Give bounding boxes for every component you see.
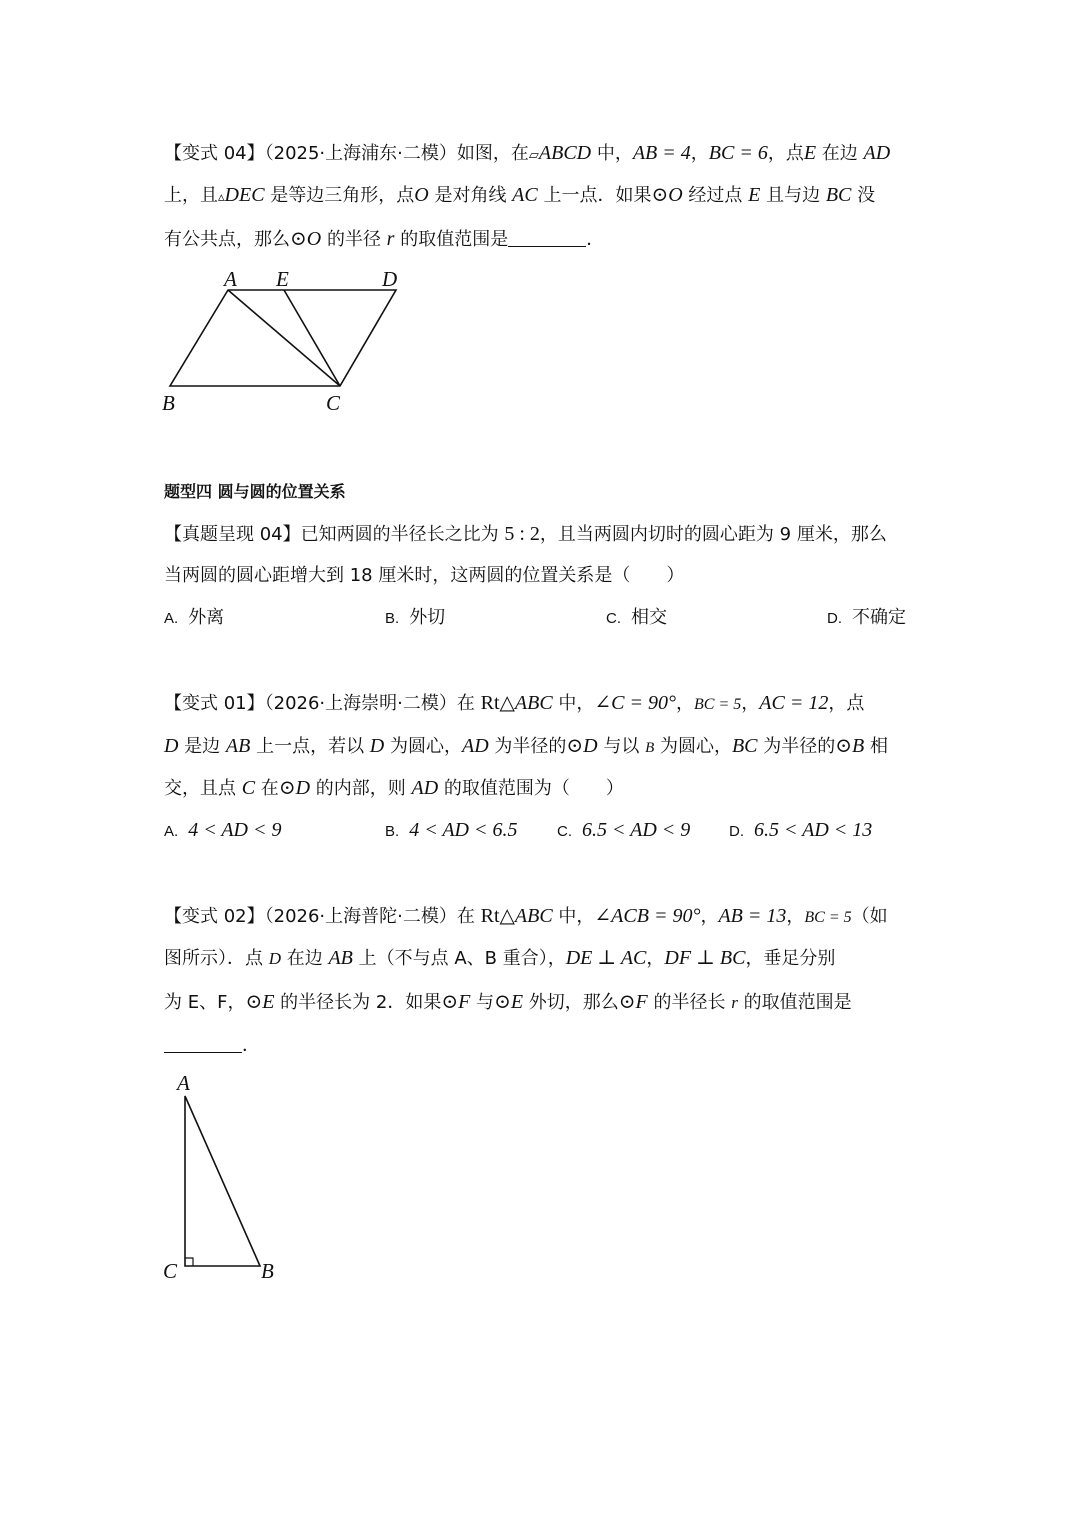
text: 的半径长 bbox=[647, 992, 732, 1013]
text: 当两圆的圆心距增大到 18 厘米时，这两圆的位置关系是（ ） bbox=[164, 565, 685, 586]
text: 外切，那么 bbox=[523, 992, 619, 1013]
text: 上（不与点 A、B 重合）， bbox=[352, 948, 566, 969]
circle-symbol: ⊙ bbox=[441, 991, 459, 1013]
option-label: B. bbox=[385, 823, 400, 840]
option-text: 4 < AD < 9 bbox=[188, 819, 282, 841]
text: 中， bbox=[552, 906, 595, 927]
text: 是等边三角形，点 bbox=[264, 185, 415, 206]
text: 为圆心， bbox=[654, 736, 732, 757]
section-heading: 题型四 圆与圆的位置关系 bbox=[164, 482, 346, 501]
option-label: A. bbox=[164, 610, 179, 627]
v02-line-4 bbox=[164, 1033, 260, 1059]
math-e: E bbox=[510, 991, 524, 1013]
text: 上，且 bbox=[164, 185, 218, 206]
math-bc: BC bbox=[825, 184, 852, 206]
label-a: A bbox=[224, 267, 237, 291]
math-angle: ∠C = 90° bbox=[594, 692, 677, 714]
label-c: C bbox=[163, 1259, 178, 1283]
text: （如 bbox=[851, 906, 888, 927]
v02-line-2 bbox=[164, 945, 835, 972]
math-e: E bbox=[748, 184, 761, 206]
math-d: D bbox=[583, 735, 598, 757]
text: 交，且点 bbox=[164, 778, 242, 799]
math-e: E bbox=[262, 991, 275, 1013]
math-ad: AD bbox=[461, 735, 489, 757]
text: ，点 bbox=[767, 143, 804, 164]
right-angle-mark bbox=[185, 1258, 193, 1266]
math-ac-eq: AC = 12 bbox=[759, 692, 829, 714]
math-d: D bbox=[369, 735, 385, 757]
option-text: 4 < AD < 6.5 bbox=[409, 819, 518, 841]
math-r: r bbox=[386, 228, 395, 250]
text: 有公共点，那么 bbox=[164, 229, 290, 250]
math-rt: Rt bbox=[480, 692, 500, 714]
text: 图所示）．点 bbox=[164, 948, 269, 969]
text: 相 bbox=[864, 736, 888, 757]
label-c: C bbox=[326, 391, 341, 415]
math-de-perp-ac: DE ⊥ AC bbox=[565, 947, 647, 969]
v01-option-d[interactable] bbox=[729, 817, 872, 845]
text: 为半径的 bbox=[488, 736, 567, 757]
math-o: O bbox=[414, 184, 429, 206]
label-b: B bbox=[162, 391, 175, 415]
v02-line-1 bbox=[164, 903, 888, 931]
option-label: C. bbox=[606, 610, 621, 627]
math-d: D bbox=[164, 735, 179, 757]
text: 中， bbox=[552, 693, 595, 714]
v04-line-3 bbox=[164, 226, 604, 253]
math-ratio: 5 : 2 bbox=[504, 523, 540, 545]
text: 与 bbox=[470, 992, 495, 1013]
circle-symbol: ⊙ bbox=[290, 228, 307, 250]
parallelogram-figure bbox=[160, 268, 400, 418]
math-e: E bbox=[803, 142, 817, 164]
text: 上一点．如果 bbox=[537, 185, 652, 206]
text: ， bbox=[676, 693, 695, 714]
diagonal-ac bbox=[228, 290, 340, 386]
math-f: F bbox=[635, 991, 648, 1013]
text: 经过点 bbox=[682, 185, 749, 206]
math-abc: ABC bbox=[514, 905, 553, 927]
text: 中， bbox=[591, 143, 633, 164]
math-ab-eq: AB = 4 bbox=[632, 142, 691, 164]
math-abcd: ABCD bbox=[538, 142, 592, 164]
math-r: r bbox=[731, 993, 738, 1012]
text: 【变式 02】（2026·上海普陀·二模）在 bbox=[164, 906, 481, 927]
math-c: C bbox=[241, 777, 256, 799]
text: 的取值范围为（ ） bbox=[438, 778, 624, 799]
text: ， bbox=[700, 906, 719, 927]
zt04-option-c[interactable] bbox=[606, 605, 667, 632]
circle-symbol: ⊙ bbox=[618, 991, 636, 1013]
math-ad: AD bbox=[411, 777, 439, 799]
text: ， bbox=[786, 906, 805, 927]
math-ab: AB bbox=[328, 947, 353, 969]
math-angle: ∠ACB = 90° bbox=[594, 905, 701, 927]
triangle-abc bbox=[185, 1096, 260, 1266]
math-b: B bbox=[852, 735, 865, 757]
zt04-line-1 bbox=[164, 521, 887, 548]
circle-symbol: ⊙ bbox=[835, 735, 853, 757]
math-d: D bbox=[268, 949, 282, 968]
option-label: A. bbox=[164, 823, 179, 840]
math-bc-eq: BC = 5 bbox=[804, 909, 852, 926]
text: ，且当两圆内切时的圆心距为 9 厘米，那么 bbox=[539, 524, 887, 545]
option-label: D. bbox=[827, 610, 842, 627]
option-text: 6.5 < AD < 13 bbox=[754, 819, 873, 841]
text: 【变式 01】（2026·上海崇明·二模）在 bbox=[164, 693, 481, 714]
math-df-perp-bc: DF ⊥ BC bbox=[664, 947, 746, 969]
triangle-symbol: △ bbox=[499, 692, 515, 714]
text: 的内部，则 bbox=[310, 778, 412, 799]
math-abc: ABC bbox=[514, 692, 553, 714]
label-e: E bbox=[276, 267, 289, 291]
math-o: O bbox=[668, 184, 683, 206]
math-ac: AC bbox=[512, 184, 538, 206]
text: 【变式 04】（2025·上海浦东·二模）如图，在 bbox=[164, 143, 529, 164]
text: 【真题呈现 04】已知两圆的半径长之比为 bbox=[164, 524, 505, 545]
triangle-symbol: △ bbox=[499, 905, 515, 927]
text: ． bbox=[242, 1035, 260, 1056]
option-text: 外离 bbox=[188, 607, 225, 628]
option-text: 6.5 < AD < 9 bbox=[582, 819, 691, 841]
v01-line-2 bbox=[164, 733, 888, 761]
circle-symbol: ⊙ bbox=[494, 991, 511, 1013]
math-d: D bbox=[295, 777, 311, 799]
text: ，点 bbox=[828, 693, 865, 714]
text: ， bbox=[690, 143, 709, 164]
option-label: D. bbox=[729, 823, 744, 840]
label-d: D bbox=[382, 267, 398, 291]
text: 为半径的 bbox=[757, 736, 836, 757]
circle-symbol: ⊙ bbox=[651, 184, 669, 206]
text: ， bbox=[646, 948, 665, 969]
text: ． bbox=[586, 229, 605, 250]
right-triangle-figure bbox=[160, 1068, 300, 1288]
text: 的取值范围是 bbox=[394, 229, 509, 250]
text: 与以 bbox=[597, 736, 646, 757]
v01-line-3 bbox=[164, 775, 624, 802]
math-ab-eq: AB = 13 bbox=[718, 905, 787, 927]
text: 没 bbox=[851, 185, 876, 206]
answer-blank bbox=[164, 1034, 242, 1053]
option-text: 不确定 bbox=[852, 607, 906, 628]
math-b: B bbox=[645, 740, 655, 756]
triangle-symbol: ▵ bbox=[218, 190, 225, 205]
math-bc-eq: BC = 5 bbox=[694, 696, 742, 713]
circle-symbol: ⊙ bbox=[245, 991, 263, 1013]
text: 在边 bbox=[281, 948, 329, 969]
circle-symbol: ⊙ bbox=[278, 777, 296, 799]
text: 的半径长为 2．如果 bbox=[274, 992, 442, 1013]
answer-blank bbox=[508, 228, 586, 247]
v01-option-c[interactable] bbox=[557, 817, 690, 845]
zt04-option-a[interactable] bbox=[164, 605, 224, 632]
math-bc: BC bbox=[731, 735, 758, 757]
text: 是对角线 bbox=[428, 185, 513, 206]
zt04-line-2 bbox=[164, 563, 684, 589]
v02-line-3 bbox=[164, 989, 852, 1016]
option-label: B. bbox=[385, 610, 400, 627]
text: 的半径 bbox=[321, 229, 387, 250]
math-rt: Rt bbox=[480, 905, 500, 927]
option-text: 外切 bbox=[409, 607, 446, 628]
math-ab: AB bbox=[225, 735, 251, 757]
option-text: 相交 bbox=[631, 607, 667, 628]
math-f: F bbox=[458, 991, 471, 1013]
v04-line-1 bbox=[164, 140, 890, 169]
text: 为 E、F， bbox=[164, 992, 246, 1013]
parallelogram-symbol: ▱ bbox=[528, 148, 539, 163]
v01-line-1 bbox=[164, 690, 864, 718]
label-b: B bbox=[261, 1259, 274, 1283]
text: 且与边 bbox=[760, 185, 826, 206]
text: 在边 bbox=[816, 143, 864, 164]
text: 上一点，若以 bbox=[250, 736, 370, 757]
v01-option-b[interactable] bbox=[385, 817, 517, 845]
option-label: C. bbox=[557, 823, 572, 840]
v04-line-2 bbox=[164, 182, 875, 211]
math-ad: AD bbox=[863, 142, 891, 164]
zt04-option-b[interactable] bbox=[385, 605, 445, 632]
math-bc-eq: BC = 6 bbox=[708, 142, 768, 164]
text: ，垂足分别 bbox=[745, 948, 836, 969]
zt04-option-d[interactable] bbox=[827, 605, 906, 632]
text: 的取值范围是 bbox=[737, 992, 852, 1013]
math-o: O bbox=[306, 228, 322, 250]
v01-option-a[interactable] bbox=[164, 817, 281, 845]
text: 是边 bbox=[178, 736, 226, 757]
circle-symbol: ⊙ bbox=[566, 735, 584, 757]
text: ， bbox=[741, 693, 760, 714]
math-dec: DEC bbox=[224, 184, 265, 206]
text: 在 bbox=[255, 778, 279, 799]
label-a: A bbox=[177, 1071, 190, 1095]
text: 为圆心， bbox=[384, 736, 462, 757]
segment-ec bbox=[284, 290, 340, 386]
